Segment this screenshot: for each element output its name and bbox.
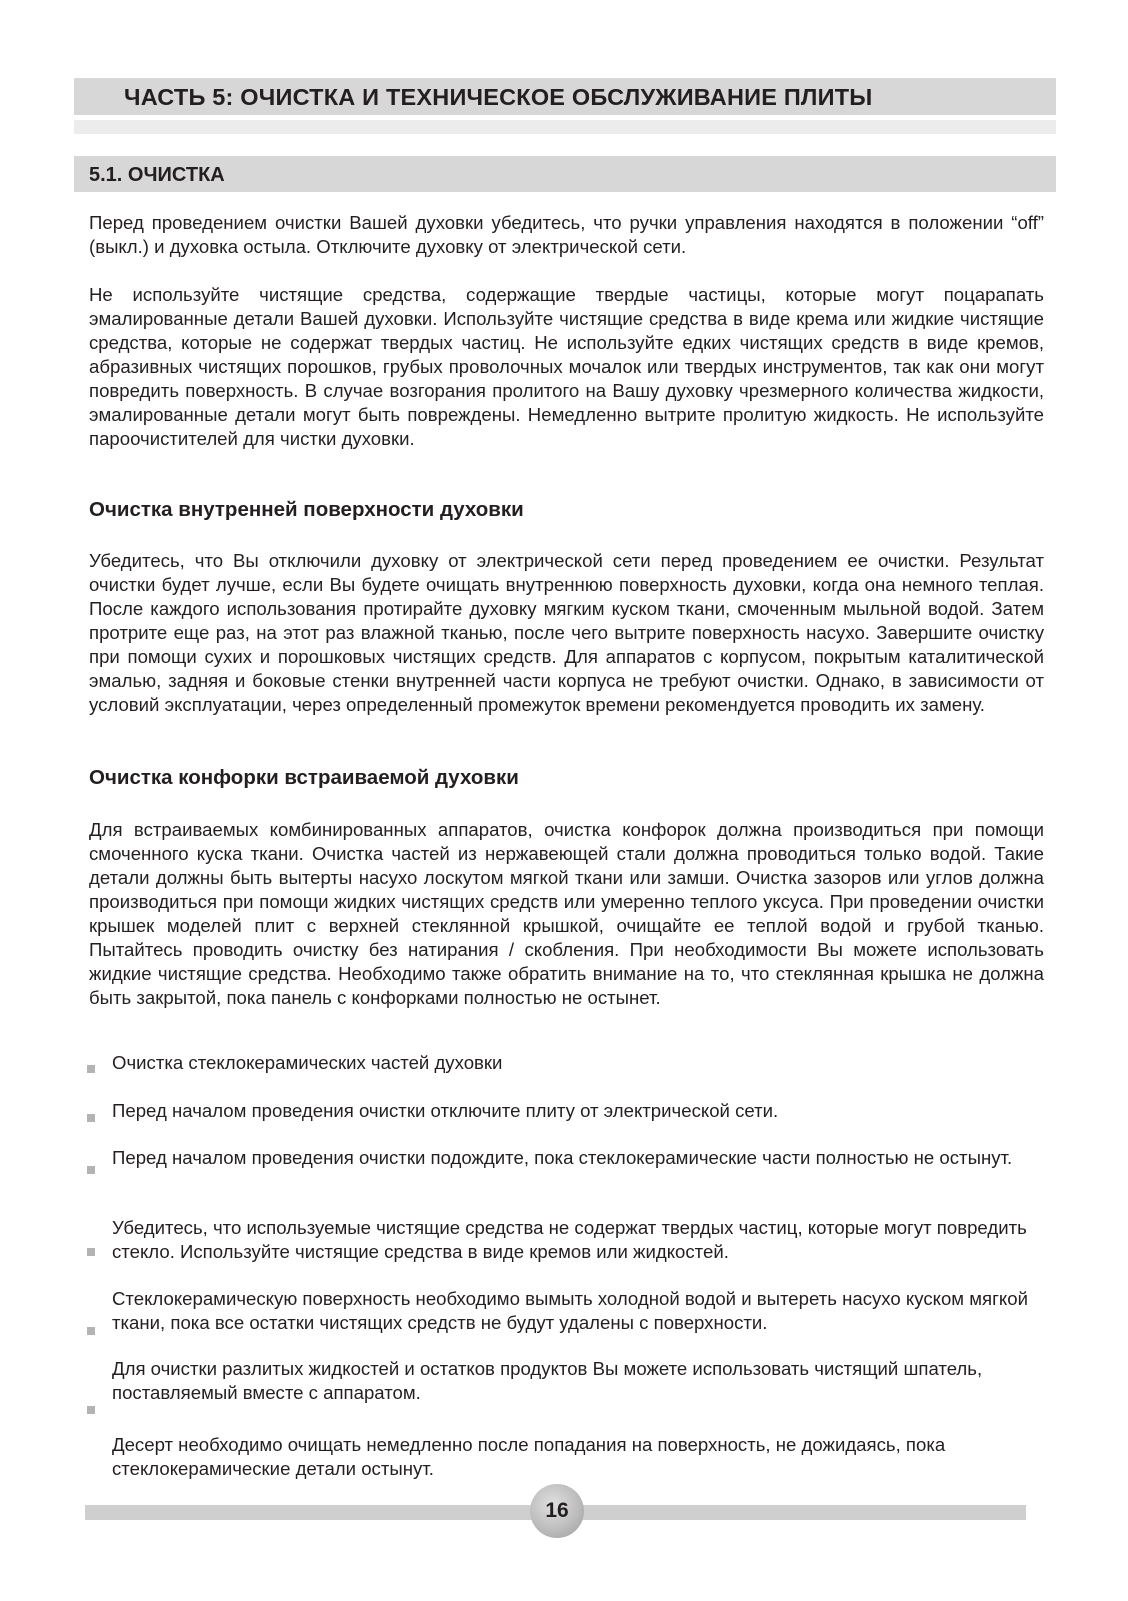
page-number: 16 (530, 1484, 584, 1538)
hob-paragraph: Для встраиваемых комбинированных аппаратов, очистка конфорок должна производиться при помощи смоченного куска ткани. Очистка частей из нержавеющей стали должна проводиться только водой. Такие детали должны быть вытерты насухо лоскутом мягкой ткани или замши. Очистка зазоров или углов должна производиться при помощи жидких чистящих средств или умеренно теплого уксуса. При проведении очистки крышек моделей плит с верхней стеклянной крышкой, очищайте ее теплой водой и грубой тканью. Пытайтесь проводить очистку без натирания / скобления. При необходимости Вы можете использовать жидкие чистящие средства. Необходимо также обратить внимание на то, что стеклянная крышка не должна быть закрытой, пока панель с конфорками полностью не остынет. (89, 819, 1044, 1008)
bullet-item: Перед началом проведения очистки подождите, пока стеклокерамические части полностью не остынут. (112, 1147, 1013, 1168)
header-divider (74, 120, 1056, 134)
bullet-marker (87, 1327, 95, 1335)
bullet-item: Стеклокерамическую поверхность необходимо вымыть холодной водой и вытереть насухо куском мягкой ткани, пока все остатки чистящих средств не будут удалены с поверхности. (112, 1288, 1028, 1333)
chapter-title: ЧАСТЬ 5: ОЧИСТКА И ТЕХНИЧЕСКОЕ ОБСЛУЖИВАНИЕ ПЛИТЫ (124, 84, 873, 110)
bullet-item: Десерт необходимо очищать немедленно после попадания на поверхность, не дожидаясь, пока стеклокерамические детали остынут. (112, 1434, 946, 1479)
bullet-item: Для очистки разлитых жидкостей и остатков продуктов Вы можете использовать чистящий шпатель, поставляемый вместе с аппаратом. (112, 1358, 983, 1403)
section-header (74, 156, 1056, 192)
bullet-item: Очистка стеклокерамических частей духовки (112, 1052, 503, 1073)
bullet-marker (87, 1114, 95, 1122)
warning-paragraph: Не используйте чистящие средства, содержащие твердые частицы, которые могут поцарапать эмалированные детали Вашей духовки. Используйте чистящие средства в виде крема или жидкие чистящие средства, которые не содержат твердых частиц. Не используйте едких чистящих средств в виде кремов, абразивных чистящих порошков, грубых проволочных мочалок или твердых инструментов, так как они могут повредить поверхность. В случае возгорания пролитого на Вашу духовку чрезмерного количества жидкости, эмалированные детали могут быть повреждены. Немедленно вытрите пролитую жидкость. Не используйте пароочистителей для чистки духовки. (89, 284, 1044, 449)
bullet-marker (87, 1065, 95, 1073)
oven-interior-paragraph: Убедитесь, что Вы отключили духовку от электрической сети перед проведением ее очистки. Результат очистки будет лучше, если Вы будете очищать внутреннюю поверхность духовки, когда она немного теплая. После каждого использования протирайте духовку мягким куском ткани, смоченным мыльной водой. Затем протрите еще раз, на этот раз влажной тканью, после чего вытрите поверхность насухо. Завершите очистку при помощи сухих и порошковых чистящих средств. Для аппаратов с корпусом, покрытым каталитической эмалью, задняя и боковые стенки внутренней части корпуса не требуют очистки. Однако, в зависимости от условий эксплуатации, через определенный промежуток времени рекомендуется проводить их замену. (89, 550, 1044, 715)
bullet-marker (87, 1166, 95, 1174)
chapter-header (74, 78, 1056, 115)
bullet-item: Перед началом проведения очистки отключите плиту от электрической сети. (112, 1100, 779, 1121)
section-title: 5.1. ОЧИСТКА (89, 164, 225, 186)
bullet-marker (87, 1406, 95, 1414)
bullet-marker (87, 1248, 95, 1256)
bullet-item: Убедитесь, что используемые чистящие средства не содержат твердых частиц, которые могут повредить стекло. Используйте чистящие средства в виде кремов или жидкостей. (112, 1217, 1027, 1262)
subsection-title-oven-interior: Очистка внутренней поверхности духовки (89, 498, 524, 521)
intro-paragraph: Перед проведением очистки Вашей духовки убедитесь, что ручки управления находятся в положении “off” (выкл.) и духовка остыла. Отключите духовку от электрической сети. (89, 212, 1044, 257)
subsection-title-hob: Очистка конфорки встраиваемой духовки (89, 766, 519, 789)
